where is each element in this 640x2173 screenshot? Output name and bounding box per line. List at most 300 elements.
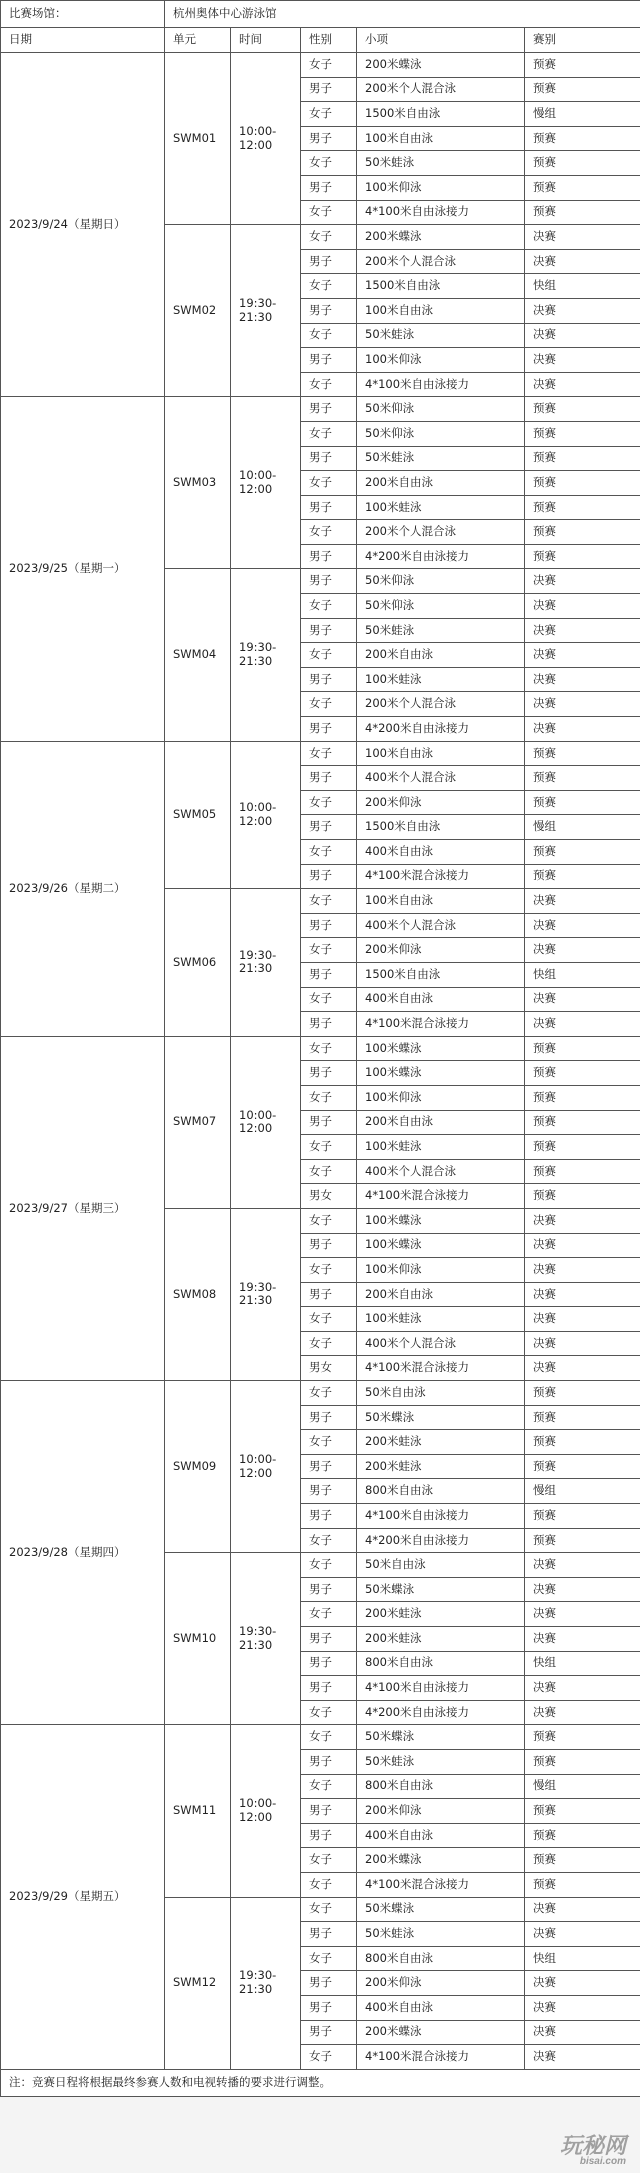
time-cell xyxy=(231,1381,301,1553)
stage-cell: 决赛 xyxy=(525,1700,640,1725)
gender-cell: 女子 xyxy=(301,323,357,348)
stage-cell: 预赛 xyxy=(525,840,640,865)
time-start: 19:30- xyxy=(239,295,277,310)
event-cell: 100米蝶泳 xyxy=(357,1233,525,1258)
gender-cell: 女子 xyxy=(301,200,357,225)
stage-cell: 决赛 xyxy=(525,1012,640,1037)
event-cell: 100米自由泳 xyxy=(357,126,525,151)
watermark-logo xyxy=(560,2129,626,2167)
event-cell: 200米仰泳 xyxy=(357,938,525,963)
gender-cell: 女子 xyxy=(301,53,357,78)
event-cell: 4*100米自由泳接力 xyxy=(357,1676,525,1701)
gender-cell: 男子 xyxy=(301,446,357,471)
gender-cell: 男子 xyxy=(301,77,357,102)
stage-cell: 决赛 xyxy=(525,1208,640,1233)
event-cell: 200米个人混合泳 xyxy=(357,77,525,102)
time-end: 21:30 xyxy=(239,961,273,976)
stage-cell: 预赛 xyxy=(525,1085,640,1110)
gender-cell: 女子 xyxy=(301,274,357,299)
stage-cell: 预赛 xyxy=(525,1061,640,1086)
event-cell: 4*200米自由泳接力 xyxy=(357,544,525,569)
event-cell: 400米自由泳 xyxy=(357,987,525,1012)
gender-cell: 男子 xyxy=(301,1823,357,1848)
stage-cell: 决赛 xyxy=(525,2045,640,2070)
gender-cell: 男子 xyxy=(301,864,357,889)
event-cell: 400米个人混合泳 xyxy=(357,913,525,938)
time-cell xyxy=(231,397,301,569)
stage-cell: 预赛 xyxy=(525,446,640,471)
stage-cell: 预赛 xyxy=(525,766,640,791)
table-row xyxy=(1,53,640,78)
event-cell: 200米自由泳 xyxy=(357,1282,525,1307)
event-cell: 4*200米自由泳接力 xyxy=(357,717,525,742)
stage-cell: 决赛 xyxy=(525,987,640,1012)
gender-cell: 女子 xyxy=(301,1553,357,1578)
gender-cell: 男子 xyxy=(301,766,357,791)
unit-cell: SWM05 xyxy=(165,741,231,889)
gender-cell: 女子 xyxy=(301,1208,357,1233)
event-cell: 4*100米混合泳接力 xyxy=(357,1872,525,1897)
time-cell xyxy=(231,1553,301,1725)
stage-cell: 预赛 xyxy=(525,544,640,569)
event-cell: 50米蛙泳 xyxy=(357,323,525,348)
stage-cell: 预赛 xyxy=(525,1725,640,1750)
stage-cell: 预赛 xyxy=(525,1159,640,1184)
gender-cell: 男子 xyxy=(301,1110,357,1135)
stage-cell: 快组 xyxy=(525,962,640,987)
time-end: 21:30 xyxy=(239,1637,273,1652)
note-row xyxy=(1,2069,640,2096)
stage-cell: 预赛 xyxy=(525,1872,640,1897)
stage-cell: 预赛 xyxy=(525,1036,640,1061)
time-end: 12:00 xyxy=(239,1121,273,1136)
stage-cell: 预赛 xyxy=(525,1184,640,1209)
gender-cell: 男女 xyxy=(301,1356,357,1381)
stage-cell: 决赛 xyxy=(525,1577,640,1602)
gender-cell: 女子 xyxy=(301,1430,357,1455)
header-time: 时间 xyxy=(231,28,301,53)
stage-cell: 决赛 xyxy=(525,1676,640,1701)
event-cell: 200米蛙泳 xyxy=(357,1430,525,1455)
time-start: 19:30- xyxy=(239,1624,277,1638)
stage-cell: 决赛 xyxy=(525,225,640,250)
time-cell xyxy=(231,1897,301,2069)
time-start: 19:30- xyxy=(239,640,277,655)
date-cell: 2023/9/27（星期三） xyxy=(1,1036,165,1380)
gender-cell: 男子 xyxy=(301,126,357,151)
gender-cell: 女子 xyxy=(301,471,357,496)
gender-cell: 女子 xyxy=(301,1897,357,1922)
table-row xyxy=(1,1725,640,1750)
event-cell: 50米仰泳 xyxy=(357,397,525,422)
event-cell: 1500米自由泳 xyxy=(357,962,525,987)
gender-cell: 男子 xyxy=(301,1233,357,1258)
gender-cell: 男子 xyxy=(301,569,357,594)
gender-cell: 女子 xyxy=(301,741,357,766)
stage-cell: 决赛 xyxy=(525,372,640,397)
stage-cell: 预赛 xyxy=(525,1799,640,1824)
stage-cell: 决赛 xyxy=(525,889,640,914)
date-cell: 2023/9/25（星期一） xyxy=(1,397,165,741)
stage-cell: 决赛 xyxy=(525,692,640,717)
gender-cell: 男子 xyxy=(301,495,357,520)
gender-cell: 男子 xyxy=(301,2020,357,2045)
stage-cell: 决赛 xyxy=(525,938,640,963)
event-cell: 800米自由泳 xyxy=(357,1479,525,1504)
stage-cell: 决赛 xyxy=(525,1282,640,1307)
gender-cell: 男子 xyxy=(301,1922,357,1947)
stage-cell: 决赛 xyxy=(525,913,640,938)
gender-cell: 女子 xyxy=(301,1774,357,1799)
gender-cell: 男子 xyxy=(301,1971,357,1996)
time-end: 21:30 xyxy=(239,1982,273,1997)
gender-cell: 女子 xyxy=(301,1528,357,1553)
gender-cell: 男子 xyxy=(301,397,357,422)
stage-cell: 快组 xyxy=(525,274,640,299)
time-end: 12:00 xyxy=(239,137,273,152)
event-cell: 200米个人混合泳 xyxy=(357,692,525,717)
event-cell: 100米自由泳 xyxy=(357,889,525,914)
gender-cell: 女子 xyxy=(301,840,357,865)
stage-cell: 预赛 xyxy=(525,864,640,889)
time-end: 21:30 xyxy=(239,1293,273,1308)
unit-cell: SWM06 xyxy=(165,889,231,1037)
event-cell: 200米蝶泳 xyxy=(357,225,525,250)
event-cell: 800米自由泳 xyxy=(357,1774,525,1799)
stage-cell: 决赛 xyxy=(525,717,640,742)
time-start: 10:00- xyxy=(239,800,277,815)
gender-cell: 女子 xyxy=(301,1258,357,1283)
time-cell xyxy=(231,1725,301,1897)
stage-cell: 预赛 xyxy=(525,471,640,496)
watermark-sub: bisai.com xyxy=(579,2156,626,2167)
time-end: 21:30 xyxy=(239,654,273,669)
gender-cell: 女子 xyxy=(301,520,357,545)
gender-cell: 女子 xyxy=(301,421,357,446)
venue-label: 比赛场馆： xyxy=(1,1,165,28)
gender-cell: 男子 xyxy=(301,1799,357,1824)
time-start: 10:00- xyxy=(239,468,277,483)
date-cell: 2023/9/29（星期五） xyxy=(1,1725,165,2069)
venue-row xyxy=(1,1,640,28)
stage-cell: 预赛 xyxy=(525,126,640,151)
event-cell: 4*100米自由泳接力 xyxy=(357,1504,525,1529)
stage-cell: 决赛 xyxy=(525,1897,640,1922)
event-cell: 400米个人混合泳 xyxy=(357,1331,525,1356)
gender-cell: 女子 xyxy=(301,1381,357,1406)
gender-cell: 男子 xyxy=(301,618,357,643)
gender-cell: 男子 xyxy=(301,1651,357,1676)
stage-cell: 快组 xyxy=(525,1651,640,1676)
stage-cell: 决赛 xyxy=(525,643,640,668)
event-cell: 100米蛙泳 xyxy=(357,1307,525,1332)
gender-cell: 男子 xyxy=(301,913,357,938)
time-end: 21:30 xyxy=(239,309,273,324)
gender-cell: 男子 xyxy=(301,175,357,200)
time-cell xyxy=(231,53,301,225)
event-cell: 100米蛙泳 xyxy=(357,1135,525,1160)
header-date: 日期 xyxy=(1,28,165,53)
event-cell: 50米自由泳 xyxy=(357,1553,525,1578)
stage-cell: 慢组 xyxy=(525,102,640,127)
event-cell: 800米自由泳 xyxy=(357,1946,525,1971)
event-cell: 100米蛙泳 xyxy=(357,667,525,692)
event-cell: 800米自由泳 xyxy=(357,1651,525,1676)
event-cell: 400米自由泳 xyxy=(357,1823,525,1848)
event-cell: 200米个人混合泳 xyxy=(357,520,525,545)
gender-cell: 女子 xyxy=(301,1135,357,1160)
table-row xyxy=(1,1036,640,1061)
event-cell: 200米仰泳 xyxy=(357,790,525,815)
stage-cell: 决赛 xyxy=(525,594,640,619)
gender-cell: 女子 xyxy=(301,1700,357,1725)
stage-cell: 预赛 xyxy=(525,151,640,176)
event-cell: 100米仰泳 xyxy=(357,1085,525,1110)
event-cell: 4*100米自由泳接力 xyxy=(357,372,525,397)
unit-cell: SWM10 xyxy=(165,1553,231,1725)
stage-cell: 预赛 xyxy=(525,397,640,422)
gender-cell: 男子 xyxy=(301,717,357,742)
header-stage: 赛别 xyxy=(525,28,640,53)
table-row xyxy=(1,1381,640,1406)
event-cell: 200米蝶泳 xyxy=(357,1848,525,1873)
time-start: 10:00- xyxy=(239,1796,277,1811)
stage-cell: 决赛 xyxy=(525,249,640,274)
stage-cell: 决赛 xyxy=(525,618,640,643)
event-cell: 50米仰泳 xyxy=(357,594,525,619)
stage-cell: 预赛 xyxy=(525,741,640,766)
gender-cell: 女子 xyxy=(301,1307,357,1332)
date-cell: 2023/9/24（星期日） xyxy=(1,53,165,397)
header-gender: 性别 xyxy=(301,28,357,53)
event-cell: 200米自由泳 xyxy=(357,1110,525,1135)
time-cell xyxy=(231,741,301,889)
time-cell xyxy=(231,1036,301,1208)
gender-cell: 男子 xyxy=(301,667,357,692)
event-cell: 4*100米混合泳接力 xyxy=(357,2045,525,2070)
event-cell: 200米自由泳 xyxy=(357,471,525,496)
stage-cell: 快组 xyxy=(525,1946,640,1971)
event-cell: 200米个人混合泳 xyxy=(357,249,525,274)
gender-cell: 女子 xyxy=(301,1872,357,1897)
gender-cell: 男子 xyxy=(301,1061,357,1086)
event-cell: 50米蛙泳 xyxy=(357,618,525,643)
gender-cell: 男子 xyxy=(301,1995,357,2020)
watermark-main: 玩秘网 xyxy=(559,2133,626,2158)
stage-cell: 慢组 xyxy=(525,815,640,840)
stage-cell: 决赛 xyxy=(525,1258,640,1283)
event-cell: 1500米自由泳 xyxy=(357,815,525,840)
gender-cell: 女子 xyxy=(301,151,357,176)
event-cell: 100米蝶泳 xyxy=(357,1061,525,1086)
event-cell: 100米蛙泳 xyxy=(357,495,525,520)
stage-cell: 预赛 xyxy=(525,53,640,78)
stage-cell: 决赛 xyxy=(525,1307,640,1332)
gender-cell: 女子 xyxy=(301,1946,357,1971)
gender-cell: 男子 xyxy=(301,1012,357,1037)
event-cell: 100米仰泳 xyxy=(357,175,525,200)
gender-cell: 女子 xyxy=(301,643,357,668)
stage-cell: 决赛 xyxy=(525,1553,640,1578)
stage-cell: 决赛 xyxy=(525,1331,640,1356)
gender-cell: 女子 xyxy=(301,1085,357,1110)
footnote: 注：竞赛日程将根据最终参赛人数和电视转播的要求进行调整。 xyxy=(1,2069,640,2096)
event-cell: 50米仰泳 xyxy=(357,569,525,594)
gender-cell: 男子 xyxy=(301,298,357,323)
stage-cell: 预赛 xyxy=(525,1381,640,1406)
stage-cell: 预赛 xyxy=(525,1848,640,1873)
unit-cell: SWM04 xyxy=(165,569,231,741)
gender-cell: 女子 xyxy=(301,1725,357,1750)
event-cell: 200米蝶泳 xyxy=(357,53,525,78)
event-cell: 50米蝶泳 xyxy=(357,1897,525,1922)
stage-cell: 决赛 xyxy=(525,1602,640,1627)
stage-cell: 预赛 xyxy=(525,495,640,520)
event-cell: 1500米自由泳 xyxy=(357,102,525,127)
event-cell: 200米自由泳 xyxy=(357,643,525,668)
event-cell: 50米仰泳 xyxy=(357,421,525,446)
venue-value: 杭州奥体中心游泳馆 xyxy=(165,1,640,28)
unit-cell: SWM03 xyxy=(165,397,231,569)
stage-cell: 决赛 xyxy=(525,348,640,373)
time-cell xyxy=(231,1208,301,1380)
time-end: 12:00 xyxy=(239,813,273,828)
gender-cell: 女子 xyxy=(301,889,357,914)
stage-cell: 慢组 xyxy=(525,1774,640,1799)
gender-cell: 男子 xyxy=(301,1454,357,1479)
table-row xyxy=(1,741,640,766)
unit-cell: SWM02 xyxy=(165,225,231,397)
gender-cell: 男子 xyxy=(301,1627,357,1652)
event-cell: 200米蝶泳 xyxy=(357,2020,525,2045)
stage-cell: 预赛 xyxy=(525,1823,640,1848)
stage-cell: 决赛 xyxy=(525,1233,640,1258)
gender-cell: 男女 xyxy=(301,1184,357,1209)
gender-cell: 女子 xyxy=(301,987,357,1012)
unit-cell: SWM09 xyxy=(165,1381,231,1553)
time-end: 12:00 xyxy=(239,1809,273,1824)
stage-cell: 决赛 xyxy=(525,1971,640,1996)
event-cell: 400米自由泳 xyxy=(357,1995,525,2020)
time-end: 12:00 xyxy=(239,481,273,496)
unit-cell: SWM11 xyxy=(165,1725,231,1897)
stage-cell: 预赛 xyxy=(525,1749,640,1774)
event-cell: 400米个人混合泳 xyxy=(357,1159,525,1184)
gender-cell: 女子 xyxy=(301,692,357,717)
event-cell: 200米仰泳 xyxy=(357,1971,525,1996)
stage-cell: 预赛 xyxy=(525,175,640,200)
stage-cell: 预赛 xyxy=(525,1110,640,1135)
stage-cell: 预赛 xyxy=(525,200,640,225)
time-cell xyxy=(231,569,301,741)
stage-cell: 决赛 xyxy=(525,1995,640,2020)
event-cell: 4*200米自由泳接力 xyxy=(357,1528,525,1553)
gender-cell: 女子 xyxy=(301,594,357,619)
event-cell: 4*100米混合泳接力 xyxy=(357,1184,525,1209)
stage-cell: 预赛 xyxy=(525,520,640,545)
table-row xyxy=(1,397,640,422)
event-cell: 100米自由泳 xyxy=(357,298,525,323)
gender-cell: 女子 xyxy=(301,372,357,397)
gender-cell: 女子 xyxy=(301,1036,357,1061)
stage-cell: 决赛 xyxy=(525,569,640,594)
gender-cell: 男子 xyxy=(301,1676,357,1701)
gender-cell: 男子 xyxy=(301,1577,357,1602)
event-cell: 50米蛙泳 xyxy=(357,1922,525,1947)
gender-cell: 女子 xyxy=(301,1159,357,1184)
stage-cell: 预赛 xyxy=(525,1528,640,1553)
unit-cell: SWM08 xyxy=(165,1208,231,1380)
gender-cell: 男子 xyxy=(301,1405,357,1430)
stage-cell: 决赛 xyxy=(525,1356,640,1381)
event-cell: 100米蝶泳 xyxy=(357,1208,525,1233)
event-cell: 4*100米自由泳接力 xyxy=(357,200,525,225)
event-cell: 100米自由泳 xyxy=(357,741,525,766)
event-cell: 4*100米混合泳接力 xyxy=(357,864,525,889)
gender-cell: 男子 xyxy=(301,348,357,373)
time-start: 19:30- xyxy=(239,1968,277,1983)
event-cell: 200米蛙泳 xyxy=(357,1454,525,1479)
stage-cell: 预赛 xyxy=(525,1504,640,1529)
gender-cell: 男子 xyxy=(301,249,357,274)
event-cell: 50米自由泳 xyxy=(357,1381,525,1406)
gender-cell: 女子 xyxy=(301,1602,357,1627)
event-cell: 4*100米混合泳接力 xyxy=(357,1356,525,1381)
gender-cell: 女子 xyxy=(301,1331,357,1356)
gender-cell: 男子 xyxy=(301,962,357,987)
event-cell: 50米蛙泳 xyxy=(357,1749,525,1774)
gender-cell: 男子 xyxy=(301,815,357,840)
stage-cell: 预赛 xyxy=(525,77,640,102)
event-cell: 50米蝶泳 xyxy=(357,1577,525,1602)
time-start: 10:00- xyxy=(239,1107,277,1122)
time-start: 19:30- xyxy=(239,1279,277,1294)
event-cell: 4*100米混合泳接力 xyxy=(357,1012,525,1037)
time-end: 12:00 xyxy=(239,1465,273,1480)
gender-cell: 男子 xyxy=(301,1479,357,1504)
event-cell: 50米蛙泳 xyxy=(357,151,525,176)
gender-cell: 男子 xyxy=(301,1749,357,1774)
header-row xyxy=(1,28,640,53)
event-cell: 100米蝶泳 xyxy=(357,1036,525,1061)
time-cell xyxy=(231,889,301,1037)
stage-cell: 决赛 xyxy=(525,2020,640,2045)
event-cell: 400米个人混合泳 xyxy=(357,766,525,791)
event-cell: 1500米自由泳 xyxy=(357,274,525,299)
stage-cell: 决赛 xyxy=(525,1627,640,1652)
stage-cell: 预赛 xyxy=(525,1405,640,1430)
unit-cell: SWM01 xyxy=(165,53,231,225)
gender-cell: 男子 xyxy=(301,1504,357,1529)
event-cell: 50米蝶泳 xyxy=(357,1405,525,1430)
time-start: 10:00- xyxy=(239,1451,277,1466)
stage-cell: 预赛 xyxy=(525,1430,640,1455)
stage-cell: 决赛 xyxy=(525,1922,640,1947)
stage-cell: 预赛 xyxy=(525,421,640,446)
stage-cell: 决赛 xyxy=(525,323,640,348)
event-cell: 4*200米自由泳接力 xyxy=(357,1700,525,1725)
event-cell: 50米蝶泳 xyxy=(357,1725,525,1750)
stage-cell: 决赛 xyxy=(525,667,640,692)
gender-cell: 女子 xyxy=(301,2045,357,2070)
header-unit: 单元 xyxy=(165,28,231,53)
event-cell: 400米自由泳 xyxy=(357,840,525,865)
stage-cell: 预赛 xyxy=(525,790,640,815)
gender-cell: 女子 xyxy=(301,790,357,815)
gender-cell: 女子 xyxy=(301,1848,357,1873)
gender-cell: 男子 xyxy=(301,544,357,569)
time-start: 10:00- xyxy=(239,123,277,138)
